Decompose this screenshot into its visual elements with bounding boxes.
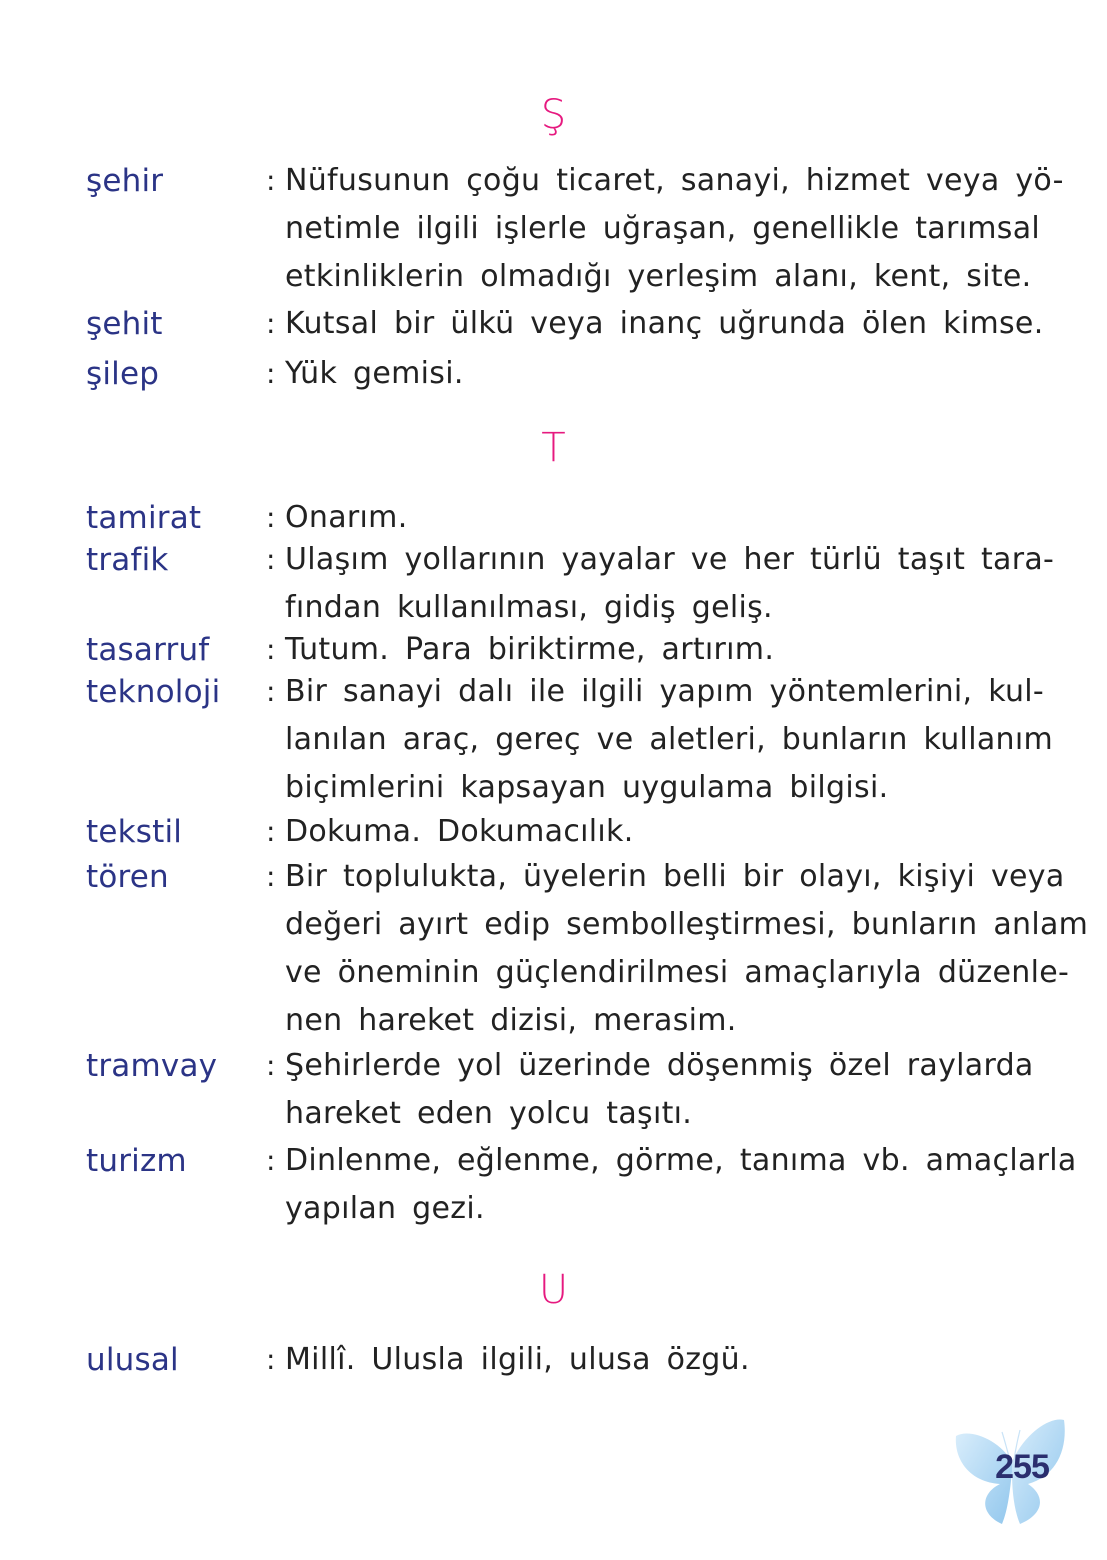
separator: : [266, 164, 276, 197]
definition-line: Ulaşım yollarının yayalar ve her türlü taşıt tara- [285, 542, 1055, 577]
definition [285, 808, 1025, 856]
term: teknoloji [86, 674, 221, 710]
definition-line: Millî. Ulusla ilgili, ulusa özgü. [285, 1342, 750, 1377]
definition-line: yapılan gezi. [285, 1191, 485, 1226]
definition-line: Bir toplulukta, üyelerin belli bir olayı, kişiyi veya [285, 859, 1065, 894]
term: tören [86, 859, 169, 895]
separator: : [266, 633, 276, 666]
definition-line: Kutsal bir ülkü veya inanç uğrunda ölen kimse. [285, 306, 1044, 341]
definition-line: Bir sanayi dalı ile ilgili yapım yöntemlerini, kul- [285, 674, 1045, 709]
definition-line: değeri ayırt edip sembolleştirmesi, bunların anlam [285, 907, 1089, 942]
definition-line: Şehirlerde yol üzerinde döşenmiş özel raylarda [285, 1048, 1034, 1083]
term: şehit [86, 306, 163, 342]
separator: : [266, 815, 276, 848]
definition [285, 1042, 1034, 1138]
definition-line: hareket eden yolcu taşıtı. [285, 1096, 693, 1131]
definition-line: Nüfusunun çoğu ticaret, sanayi, hizmet veya yö- [285, 163, 1064, 198]
definition [285, 1336, 1025, 1384]
page-number-badge [950, 1410, 1070, 1530]
term: tramvay [86, 1048, 218, 1084]
definition [285, 350, 1025, 398]
separator: : [266, 357, 276, 390]
term: tasarruf [86, 632, 210, 668]
separator: : [266, 675, 276, 708]
definition-line: Onarım. [285, 500, 408, 535]
separator: : [266, 543, 276, 576]
separator: : [266, 1144, 276, 1177]
definition-line: Dinlenme, eğlenme, görme, tanıma vb. amaçlarla [285, 1143, 1077, 1178]
term: şehir [86, 163, 164, 199]
term: trafik [86, 542, 169, 578]
definition-line: ve öneminin güçlendirilmesi amaçlarıyla düzenle- [285, 955, 1070, 990]
separator: : [266, 307, 276, 340]
definition-line: fından kullanılması, gidiş geliş. [285, 590, 773, 625]
separator: : [266, 1049, 276, 1082]
separator: : [266, 1343, 276, 1376]
definition [285, 853, 1089, 1045]
separator: : [266, 860, 276, 893]
definition-line: lanılan araç, gereç ve aletleri, bunların kullanım [285, 722, 1053, 757]
term: şilep [86, 356, 160, 392]
definition [285, 494, 1025, 542]
definition [285, 668, 1053, 812]
definition-line: netimle ilgili işlerle uğraşan, genellikle tarımsal [285, 211, 1041, 246]
term: tamirat [86, 500, 202, 536]
definition-line: etkinliklerin olmadığı yerleşim alanı, kent, site. [285, 259, 1032, 294]
definition [285, 300, 1044, 348]
definition [285, 157, 1064, 301]
page-number: 255 [995, 1448, 1049, 1486]
section-letter-u: U [538, 1267, 569, 1313]
definition-line: biçimlerini kapsayan uygulama bilgisi. [285, 770, 889, 805]
definition-line: Dokuma. Dokumacılık. [285, 814, 634, 849]
term: tekstil [86, 814, 183, 850]
definition [285, 626, 1025, 674]
section-letter-s-cedilla: Ş [540, 92, 567, 138]
section-letter-t: T [541, 425, 566, 471]
definition [285, 536, 1055, 632]
separator: : [266, 501, 276, 534]
term: ulusal [86, 1342, 179, 1378]
definition [285, 1137, 1077, 1233]
definition-line: nen hareket dizisi, merasim. [285, 1003, 737, 1038]
definition-line: Yük gemisi. [285, 356, 464, 391]
term: turizm [86, 1143, 187, 1179]
definition-line: Tutum. Para biriktirme, artırım. [285, 632, 775, 667]
